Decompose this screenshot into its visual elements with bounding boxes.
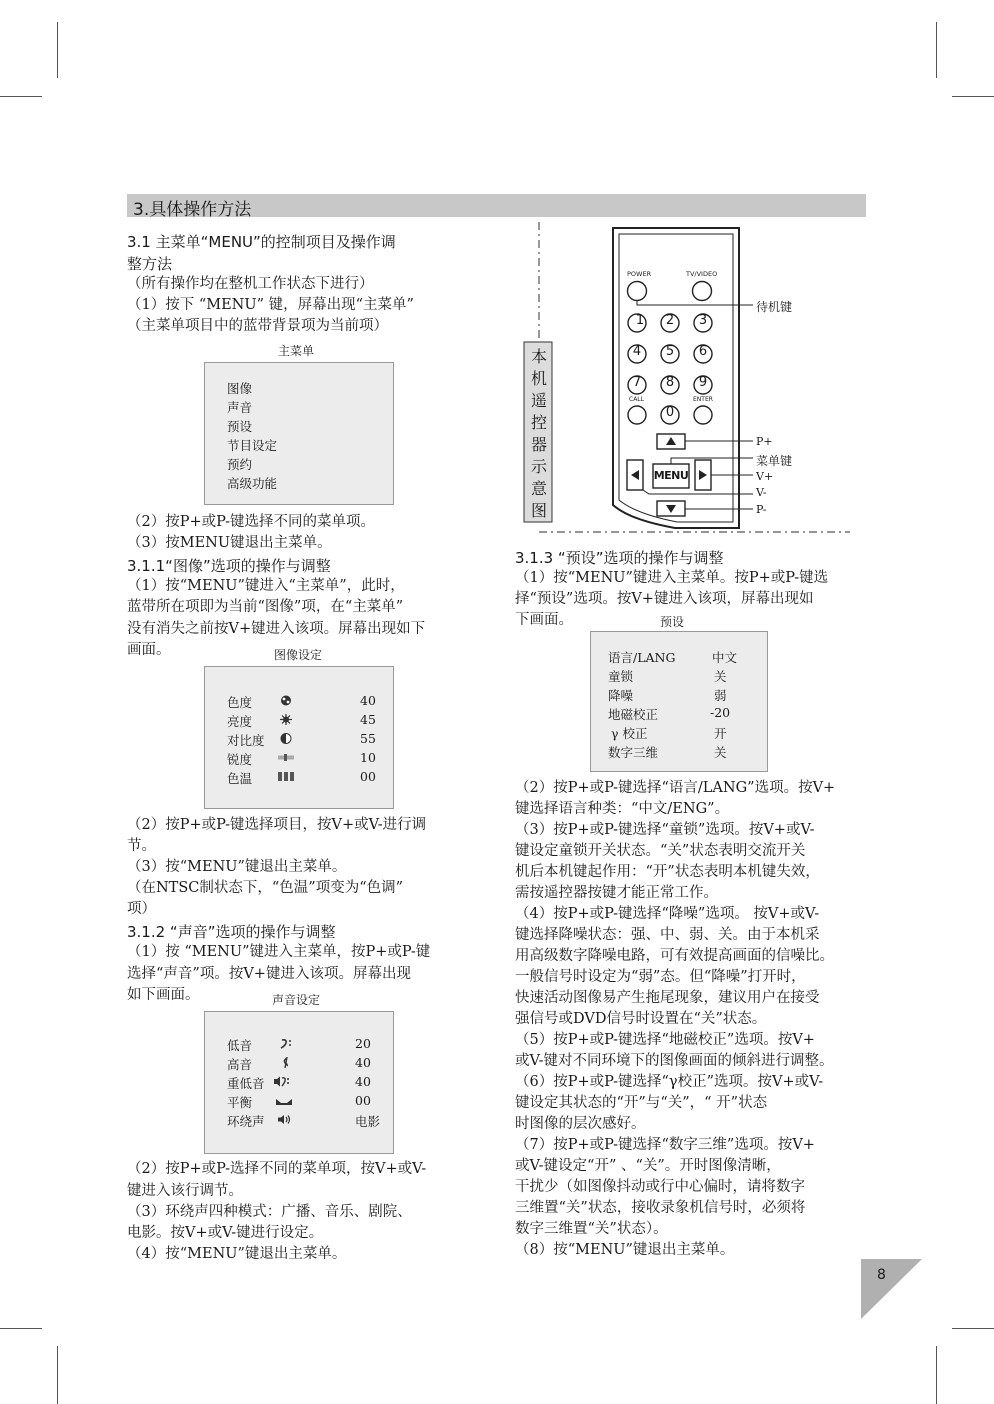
color-temp-icon [277,771,295,782]
crop-mark [57,1346,58,1404]
s31-heading-cont: 整方法 [127,255,173,273]
paragraph-line: （1）按下 “MENU” 键，屏幕出现“主菜单” [127,297,414,313]
menu-item-advanced: 高级功能 [227,476,278,491]
menu-item-sound: 声音 [227,400,253,415]
paragraph-line: 机后本机键起作用：“开”状态表明本机键失效， [515,864,820,880]
digit-label: 7 [632,375,642,390]
enter-label: ENTER [693,396,713,403]
paragraph-line: 键选择降噪状态：强、中、弱、关。由于本机采 [515,927,820,943]
picture-row-value: 40 [360,693,376,708]
section-title: 3.具体操作方法 [133,200,252,220]
preset-row-value: 弱 [714,688,727,703]
paragraph-line: 项） [127,901,156,917]
paragraph-line: 键设定童锁开关状态。“关”状态表明交流开关 [515,843,806,859]
paragraph-line: （2）按P+或P-选择不同的菜单项，按V+或V- [127,1161,427,1177]
paragraph-line: （4）按P+或P-键选择“降噪”选项。 按V+或V- [515,906,820,922]
sound-row-value: 40 [355,1074,371,1089]
s311-heading: 3.1.1“图像”选项的操作与调整 [127,557,331,575]
digit-label: 4 [632,344,642,359]
sound-row-label: 平衡 [227,1095,253,1110]
picture-row-value: 10 [360,750,376,765]
crop-mark [936,22,937,78]
remote-title-char: 示 [530,457,547,476]
menu-item-picture: 图像 [227,381,253,396]
paragraph-line: 或V-键设定“开” 、“关”。开时图像清晰， [515,1158,781,1174]
surround-icon [277,1114,295,1125]
page-number: 8 [877,1267,886,1283]
paragraph-line: （在NTSC制状态下，“色温”项变为“色调” [127,880,404,896]
paragraph-line: （2）按P+或P-键选择项目，按V+或V-进行调 [127,817,427,833]
picture-row-value: 55 [360,731,376,746]
crop-mark [936,1346,937,1404]
balance-icon [275,1095,293,1106]
crop-mark [0,96,42,97]
picture-row-label: 锐度 [227,752,253,767]
digit-label: 9 [698,375,708,390]
paragraph-line: （3）环绕声四种模式：广播、音乐、剧院、 [127,1204,412,1220]
paragraph-line: 键选择语言种类：“中文/ENG”。 [515,801,730,817]
preset-row-value: 关 [714,745,727,760]
picture-row-label: 亮度 [227,714,253,729]
remote-title-char: 控 [530,413,547,432]
paragraph-line: （3）按P+或P-键选择“童锁”选项。按V+或V- [515,822,815,838]
crop-mark [57,22,58,78]
digit-label: 5 [665,344,675,359]
paragraph-line: 蓝带所在项即为当前“图像”项，在“主菜单” [127,599,404,615]
paragraph-line: 需按遥控器按键才能正常工作。 [515,885,718,901]
paragraph-line: 或V-键对不同环境下的图像画面的倾斜进行调整。 [515,1053,834,1069]
crop-mark [952,96,994,97]
tv-video-label: TV/VIDEO [686,270,718,278]
remote-title-char: 本 [530,347,547,366]
digit-label: 0 [665,405,675,420]
preset-row-value: 中文 [712,650,738,665]
paragraph-line: 键设定其状态的“开”与“关”，“ 开”状态 [515,1095,768,1111]
paragraph-line: （1）按“MENU”键进入主菜单。按P+或P-键选 [515,570,829,586]
section-title-bar [127,194,866,220]
sound-row-value: 00 [355,1093,371,1108]
main-menu-caption: 主菜单 [278,344,315,358]
paragraph-line: 节。 [127,838,156,854]
sound-row-label: 低音 [227,1038,253,1053]
paragraph-line: 时图像的层次感好。 [515,1116,646,1132]
paragraph-line: 数字三维置“关”状态）。 [515,1221,668,1237]
preset-caption: 预设 [660,615,685,629]
preset-panel [590,631,768,772]
paragraph-line: 下画面。 [515,612,573,628]
paragraph-line: （8）按“MENU”键退出主菜单。 [515,1242,735,1258]
paragraph-line: （3）按“MENU”键退出主菜单。 [127,859,347,875]
paragraph-line: 快速活动图像易产生拖尾现象，建议用户在接受 [515,990,820,1006]
power-label: POWER [627,270,652,278]
menu-item-schedule: 预约 [227,457,253,472]
preset-row-label: 数字三维 [608,745,659,760]
picture-row-value: 00 [360,769,376,784]
menu-item-preset: 预设 [227,419,253,434]
preset-row-label: 童锁 [608,669,634,684]
digit-label: 6 [698,344,708,359]
call-button [628,406,646,424]
callout-v-plus: V+ [756,470,774,483]
paragraph-line: 如下画面。 [127,987,200,1003]
paragraph-line: （1）按 “MENU”键进入主菜单，按P+或P-键 [127,944,431,960]
digit-label: 2 [665,313,675,328]
brightness-icon [277,714,295,725]
power-button [628,282,647,301]
paragraph-line: 择“预设”选项。按V+键进入该项，屏幕出现如 [515,591,814,607]
callout-p-minus: P- [756,503,767,516]
subwoofer-icon [273,1076,291,1087]
paragraph-line: （主菜单项目中的蓝带背景项为当前项） [127,318,388,334]
remote-title-char: 遥 [530,391,547,410]
digit-label: 1 [635,313,645,328]
picture-settings-panel [204,666,394,809]
paragraph-line: （7）按P+或P-键选择“数字三维”选项。按V+ [515,1137,815,1153]
picture-settings-caption: 图像设定 [274,648,323,662]
preset-row-label: γ 校正 [611,726,648,741]
preset-row-value: 关 [714,669,727,684]
contrast-icon [277,733,295,744]
paragraph-line: 选择“声音”项。按V+键进入该项。屏幕出现 [127,966,411,982]
paragraph-line: 强信号或DVD信号时设置在“关”状态。 [515,1011,767,1027]
crop-mark [0,1328,42,1329]
bass-icon [277,1038,295,1049]
callout-menu-key: 菜单键 [756,454,793,468]
callout-v-minus: V- [756,486,767,499]
paragraph-line: 三维置“关”状态，接收录象机信号时，必须将 [515,1200,806,1216]
paragraph-line: 用高级数字降噪电路，可有效提高画面的信噪比。 [515,948,834,964]
crop-mark [952,1328,994,1329]
paragraph-line: （2）按P+或P-键选择“语言/LANG”选项。按V+ [515,780,836,796]
call-label: CALL [629,396,644,403]
s312-heading: 3.1.2 “声音”选项的操作与调整 [127,923,336,941]
picture-row-value: 45 [360,712,376,727]
paragraph-line: （2）按P+或P-键选择不同的菜单项。 [127,514,375,530]
paragraph-line: 键进入该行调节。 [127,1183,243,1199]
paragraph-line: 画面。 [127,642,171,658]
menu-item-program: 节目设定 [227,438,278,453]
tv-video-button [693,282,712,301]
sound-settings-panel [204,1011,394,1154]
s313-heading: 3.1.3 “预设”选项的操作与调整 [515,549,724,567]
sound-row-value: 40 [355,1055,371,1070]
paragraph-line: 干扰少（如图像抖动或行中心偏时，请将数字 [515,1179,805,1195]
paragraph-line: 没有消失之前按V+键进入该项。屏幕出现如下 [127,621,426,637]
preset-row-value: -20 [710,705,731,720]
picture-row-label: 色度 [227,695,253,710]
digit-label: 3 [698,313,708,328]
sound-row-value: 电影 [355,1114,381,1129]
picture-row-label: 对比度 [227,733,265,748]
preset-row-label: 降噪 [608,688,634,703]
paragraph-line: （6）按P+或P-键选择“γ校正”选项。按V+或V- [515,1074,824,1090]
remote-title-char: 意 [530,479,547,498]
color-icon [277,695,295,706]
sound-row-label: 高音 [227,1057,253,1072]
preset-row-label: 语言/LANG [608,650,676,665]
sound-row-value: 20 [355,1036,371,1051]
paragraph-line: （1）按“MENU”键进入“主菜单”，此时， [127,578,405,594]
digit-label: 8 [665,375,675,390]
enter-button [694,406,712,424]
remote-diagram [515,220,860,540]
paragraph-line: （3）按MENU键退出主菜单。 [127,535,332,551]
page-corner-triangle [861,1259,922,1319]
sound-row-label: 环绕声 [227,1114,265,1129]
treble-icon [277,1057,295,1068]
remote-title-char: 机 [530,369,547,388]
remote-title-char: 图 [530,501,547,520]
sharpness-icon [277,752,295,763]
paragraph-line: （4）按“MENU”键退出主菜单。 [127,1246,347,1262]
picture-row-label: 色温 [227,771,253,786]
remote-title-char: 器 [530,435,547,454]
menu-label: MENU [653,469,689,482]
paragraph-line: 一般信号时设定为“弱”态。但“降噪”打开时， [515,969,806,985]
sound-settings-caption: 声音设定 [272,993,321,1007]
s31-heading: 3.1 主菜单“MENU”的控制项目及操作调 [127,233,396,251]
preset-row-label: 地磁校正 [608,707,659,722]
callout-p-plus: P+ [756,435,773,448]
paragraph-line: （所有操作均在整机工作状态下进行） [127,276,374,292]
preset-row-value: 开 [714,726,727,741]
main-menu-panel [204,362,394,505]
callout-standby: 待机键 [756,300,793,314]
paragraph-line: （5）按P+或P-键选择“地磁校正”选项。按V+ [515,1032,815,1048]
sound-row-label: 重低音 [227,1076,265,1091]
paragraph-line: 电影。按V+或V-键进行设定。 [127,1225,324,1241]
